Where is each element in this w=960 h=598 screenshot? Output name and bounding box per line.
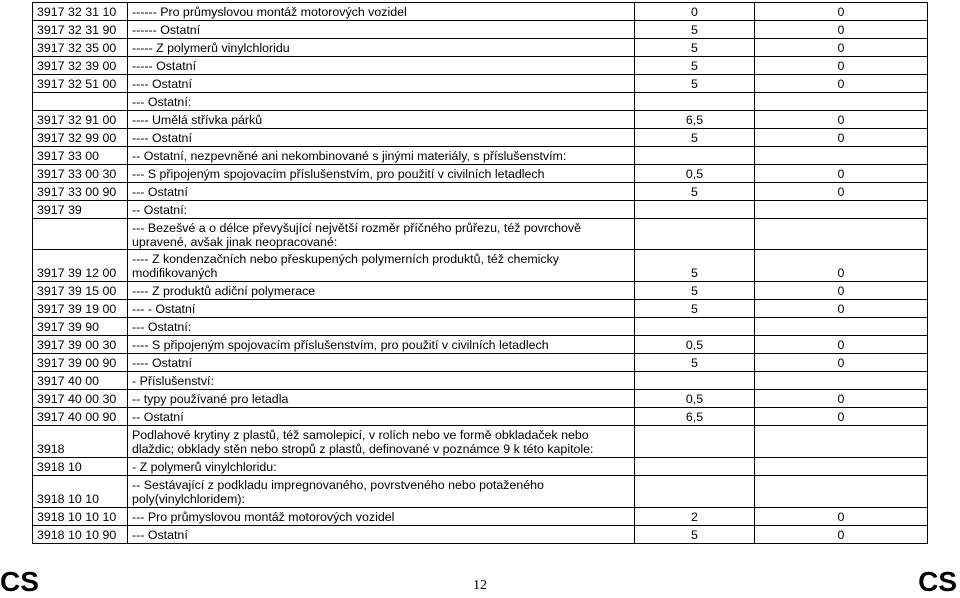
- duty-rate-2-cell: 0: [755, 336, 928, 354]
- duty-rate-cell: 0: [635, 3, 755, 21]
- footer-language-right: CS: [918, 566, 957, 597]
- tariff-code-cell: 3917 39 12 00: [33, 250, 128, 282]
- tariff-code-cell: 3917 40 00: [33, 372, 128, 390]
- duty-rate-2-cell: [755, 426, 928, 458]
- duty-rate-cell: 0,5: [635, 390, 755, 408]
- description-cell: --- Ostatní:: [128, 93, 635, 111]
- description-cell: --- S připojeným spojovacím příslušenstvím, pro použití v civilních letadlech: [128, 165, 635, 183]
- description-cell: ---- S připojeným spojovacím příslušenstvím, pro použití v civilních letadlech: [128, 336, 635, 354]
- table-row: [33, 21, 928, 39]
- description-cell: -- typy používané pro letadla: [128, 390, 635, 408]
- description-cell: -- Ostatní, nezpevněné ani nekombinované s jinými materiály, s příslušenstvím:: [128, 147, 635, 165]
- duty-rate-cell: 0,5: [635, 336, 755, 354]
- tariff-code-cell: 3917 40 00 30: [33, 390, 128, 408]
- table-row: [33, 111, 928, 129]
- table-row: [33, 129, 928, 147]
- tariff-code-cell: 3917 39 15 00: [33, 282, 128, 300]
- table-row: [33, 318, 928, 336]
- description-cell: ------ Pro průmyslovou montáž motorových vozidel: [128, 3, 635, 21]
- table-row: [33, 354, 928, 372]
- duty-rate-cell: [635, 93, 755, 111]
- tariff-table: [32, 2, 928, 544]
- table-row: [33, 93, 928, 111]
- tariff-code-cell: [33, 93, 128, 111]
- duty-rate-2-cell: 0: [755, 354, 928, 372]
- duty-rate-2-cell: 0: [755, 526, 928, 544]
- tariff-code-cell: 3917 33 00 30: [33, 165, 128, 183]
- table-row: [33, 458, 928, 476]
- tariff-code-cell: 3917 32 51 00: [33, 75, 128, 93]
- tariff-code-cell: 3918: [33, 426, 128, 458]
- table-row: [33, 3, 928, 21]
- duty-rate-2-cell: 0: [755, 282, 928, 300]
- description-cell: ---- Z produktů adiční polymerace: [128, 282, 635, 300]
- duty-rate-2-cell: [755, 219, 928, 250]
- tariff-code-cell: 3918 10 10 90: [33, 526, 128, 544]
- duty-rate-cell: [635, 458, 755, 476]
- duty-rate-cell: 5: [635, 282, 755, 300]
- duty-rate-2-cell: 0: [755, 408, 928, 426]
- duty-rate-2-cell: 0: [755, 508, 928, 526]
- description-cell: ----- Z polymerů vinylchloridu: [128, 39, 635, 57]
- tariff-code-cell: 3917 39 90: [33, 318, 128, 336]
- description-cell: --- Ostatní: [128, 526, 635, 544]
- tariff-code-cell: 3917 40 00 90: [33, 408, 128, 426]
- description-cell: --- - Ostatní: [128, 300, 635, 318]
- tariff-code-cell: 3917 32 35 00: [33, 39, 128, 57]
- duty-rate-cell: 5: [635, 75, 755, 93]
- tariff-code-cell: 3917 39 00 90: [33, 354, 128, 372]
- tariff-code-cell: 3917 32 31 90: [33, 21, 128, 39]
- duty-rate-2-cell: [755, 476, 928, 508]
- duty-rate-cell: [635, 476, 755, 508]
- duty-rate-cell: 5: [635, 39, 755, 57]
- description-cell: --- Bezešvé a o délce převyšující největší rozměr příčného průřezu, též povrchově upravené, avšak jinak neopracované:: [128, 219, 635, 250]
- duty-rate-cell: 2: [635, 508, 755, 526]
- page-number: 12: [473, 578, 487, 593]
- description-cell: ---- Z kondenzačních nebo přeskupených polymerních produktů, též chemicky modifikovaných: [128, 250, 635, 282]
- tariff-code-cell: 3918 10 10: [33, 476, 128, 508]
- tariff-code-cell: 3917 39: [33, 201, 128, 219]
- table-row: [33, 39, 928, 57]
- description-cell: ---- Umělá střívka párků: [128, 111, 635, 129]
- tariff-code-cell: 3918 10 10 10: [33, 508, 128, 526]
- table-row: [33, 508, 928, 526]
- duty-rate-cell: [635, 318, 755, 336]
- table-row: [33, 147, 928, 165]
- tariff-code-cell: 3917 32 91 00: [33, 111, 128, 129]
- duty-rate-2-cell: 0: [755, 57, 928, 75]
- duty-rate-2-cell: 0: [755, 129, 928, 147]
- duty-rate-cell: [635, 201, 755, 219]
- duty-rate-2-cell: [755, 458, 928, 476]
- duty-rate-cell: 5: [635, 57, 755, 75]
- duty-rate-2-cell: 0: [755, 75, 928, 93]
- description-cell: --- Ostatní: [128, 183, 635, 201]
- description-cell: -- Ostatní: [128, 408, 635, 426]
- tariff-code-cell: 3917 33 00 90: [33, 183, 128, 201]
- duty-rate-cell: 5: [635, 250, 755, 282]
- duty-rate-2-cell: [755, 93, 928, 111]
- footer-language-left: CS: [0, 566, 39, 597]
- table-row: [33, 250, 928, 282]
- table-row: [33, 183, 928, 201]
- tariff-code-cell: 3917 39 19 00: [33, 300, 128, 318]
- table-row: [33, 300, 928, 318]
- tariff-code-cell: 3917 32 39 00: [33, 57, 128, 75]
- duty-rate-cell: 5: [635, 300, 755, 318]
- table-row: [33, 372, 928, 390]
- table-row: [33, 526, 928, 544]
- table-row: [33, 408, 928, 426]
- duty-rate-2-cell: 0: [755, 111, 928, 129]
- duty-rate-cell: 5: [635, 354, 755, 372]
- description-cell: ------ Ostatní: [128, 21, 635, 39]
- duty-rate-cell: 5: [635, 21, 755, 39]
- duty-rate-cell: [635, 219, 755, 250]
- table-row: [33, 75, 928, 93]
- duty-rate-cell: 5: [635, 526, 755, 544]
- duty-rate-2-cell: [755, 372, 928, 390]
- table-row: [33, 57, 928, 75]
- duty-rate-cell: 5: [635, 183, 755, 201]
- description-cell: Podlahové krytiny z plastů, též samolepicí, v rolích nebo ve formě obkladaček nebo dlaždic; obklady stěn nebo stropů z plastů, definované v poznámce 9 k této kapitole:: [128, 426, 635, 458]
- table-row: [33, 201, 928, 219]
- duty-rate-2-cell: 0: [755, 165, 928, 183]
- duty-rate-cell: 6,5: [635, 111, 755, 129]
- duty-rate-2-cell: [755, 147, 928, 165]
- description-cell: ---- Ostatní: [128, 354, 635, 372]
- tariff-code-cell: 3917 32 31 10: [33, 3, 128, 21]
- table-row: [33, 219, 928, 250]
- table-row: [33, 426, 928, 458]
- tariff-table-body: [33, 3, 928, 544]
- table-row: [33, 282, 928, 300]
- description-cell: --- Pro průmyslovou montáž motorových vozidel: [128, 508, 635, 526]
- duty-rate-cell: [635, 147, 755, 165]
- duty-rate-2-cell: 0: [755, 3, 928, 21]
- tariff-code-cell: 3917 32 99 00: [33, 129, 128, 147]
- duty-rate-2-cell: 0: [755, 21, 928, 39]
- duty-rate-cell: 0,5: [635, 165, 755, 183]
- duty-rate-2-cell: 0: [755, 300, 928, 318]
- description-cell: -- Ostatní:: [128, 201, 635, 219]
- description-cell: ----- Ostatní: [128, 57, 635, 75]
- duty-rate-2-cell: [755, 318, 928, 336]
- description-cell: ---- Ostatní: [128, 75, 635, 93]
- duty-rate-2-cell: 0: [755, 250, 928, 282]
- tariff-code-cell: 3918 10: [33, 458, 128, 476]
- description-cell: - Příslušenství:: [128, 372, 635, 390]
- description-cell: -- Sestávající z podkladu impregnovaného, povrstveného nebo potaženého poly(vinylchloridem):: [128, 476, 635, 508]
- duty-rate-2-cell: [755, 201, 928, 219]
- duty-rate-2-cell: 0: [755, 390, 928, 408]
- duty-rate-cell: 5: [635, 129, 755, 147]
- duty-rate-cell: [635, 372, 755, 390]
- description-cell: ---- Ostatní: [128, 129, 635, 147]
- tariff-code-cell: 3917 33 00: [33, 147, 128, 165]
- table-row: [33, 336, 928, 354]
- description-cell: - Z polymerů vinylchloridu:: [128, 458, 635, 476]
- description-cell: --- Ostatní:: [128, 318, 635, 336]
- duty-rate-2-cell: 0: [755, 39, 928, 57]
- tariff-code-cell: 3917 39 00 30: [33, 336, 128, 354]
- table-row: [33, 165, 928, 183]
- tariff-code-cell: [33, 219, 128, 250]
- duty-rate-cell: 6,5: [635, 408, 755, 426]
- table-row: [33, 476, 928, 508]
- table-row: [33, 390, 928, 408]
- duty-rate-2-cell: 0: [755, 183, 928, 201]
- duty-rate-cell: [635, 426, 755, 458]
